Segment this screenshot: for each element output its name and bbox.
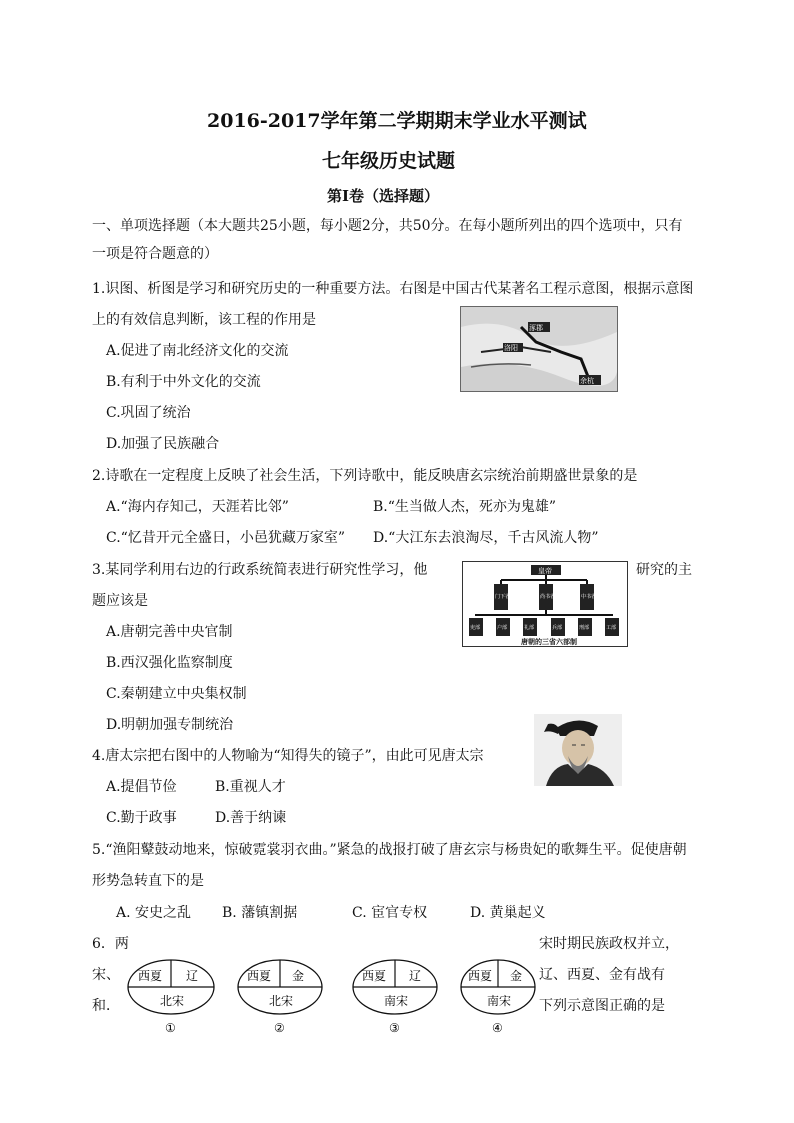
q3-option-d: D.明朝加强专制统治: [106, 717, 234, 733]
diagram-4-top-right: 金: [510, 969, 523, 983]
q6-right-line1: 宋时期民族政权并立，: [539, 936, 679, 952]
diagram-3-top-left: 西夏: [362, 969, 387, 983]
diagram-1: [128, 960, 214, 1035]
q3-option-c: C.秦朝建立中央集权制: [106, 686, 247, 702]
page-subtitle: 七年级历史试题: [322, 150, 456, 172]
q5-stem-line2: 形势急转直下的是: [92, 873, 204, 889]
diagram-2-top-right: 金: [292, 969, 305, 983]
chart-mid-label-1: 门下省: [495, 594, 511, 600]
q3-option-b: B.西汉强化监察制度: [106, 655, 233, 671]
q4-option-d: D.善于纳谏: [215, 810, 287, 826]
org-chart-graphic: [463, 562, 627, 646]
chart-bottom-label-2: 户部: [497, 625, 508, 631]
q5-option-c: C. 宦官专权: [352, 905, 428, 921]
q6-left-line1: 6．两: [92, 936, 129, 952]
chart-caption: 唐朝的三省六部制: [521, 638, 577, 646]
chart-bottom-label-6: 工部: [606, 625, 617, 631]
section-intro-line2: 一项是符合题意的）: [92, 246, 218, 262]
q4-stem: 4.唐太宗把右图中的人物喻为“知得失的镜子”，由此可见唐太宗: [92, 748, 484, 764]
diagram-2-number: ②: [274, 1021, 285, 1035]
diagram-4-top-left: 西夏: [468, 969, 493, 983]
q2-option-d: D.“大江东去浪淘尽，千古风流人物”: [373, 530, 599, 546]
chart-top-label: 皇帝: [538, 567, 552, 575]
chart-mid-label-2: 尚书省: [540, 594, 556, 600]
three-departments-chart: [462, 561, 628, 647]
q6-left-line2: 宋、: [92, 967, 120, 983]
q5-option-b: B. 藩镇割据: [222, 905, 298, 921]
map-label-luoyang: 洛阳: [504, 344, 518, 352]
diagram-4: [461, 960, 535, 1035]
diagram-1-top-right: 辽: [186, 969, 199, 983]
q4-option-b: B.重视人才: [215, 779, 286, 795]
chart-bottom-label-4: 兵部: [552, 625, 563, 631]
portrait-graphic: [534, 714, 622, 786]
q1-option-a: A.促进了南北经济文化的交流: [106, 343, 289, 359]
q6-left-line3: 和．: [92, 998, 120, 1014]
q4-option-a: A.提倡节俭: [106, 779, 177, 795]
diagram-2-top-left: 西夏: [247, 969, 272, 983]
q2-option-a: A.“海内存知己，天涯若比邻”: [106, 499, 289, 515]
q3-stem-line1a: 3.某同学利用右边的行政系统简表进行研究性学习，他: [92, 562, 428, 578]
q2-stem: 2.诗歌在一定程度上反映了社会生活，下列诗歌中，能反映唐玄宗统治前期盛世景象的是: [92, 468, 638, 484]
q2-option-c: C.“忆昔开元全盛日，小邑犹藏万家室”: [106, 530, 345, 546]
chart-bottom-label-3: 礼部: [524, 625, 535, 631]
diagram-3-bottom: 南宋: [384, 994, 409, 1008]
canal-map-image: [460, 306, 618, 392]
q1-option-b: B.有利于中外文化的交流: [106, 374, 261, 390]
diagram-3: [353, 960, 437, 1035]
q6-right-line3: 下列示意图正确的是: [539, 998, 665, 1014]
diagram-3-top-right: 辽: [409, 969, 422, 983]
diagram-2: [238, 960, 322, 1035]
q1-stem-line2: 上的有效信息判断，该工程的作用是: [92, 312, 316, 328]
chart-bottom-label-1: 吏部: [470, 625, 481, 631]
q3-stem-line2: 题应该是: [92, 593, 148, 609]
diagram-1-number: ①: [165, 1021, 176, 1035]
q5-option-a: A. 安史之乱: [116, 905, 192, 921]
canal-map-graphic: [461, 307, 617, 391]
q1-option-c: C.巩固了统治: [106, 405, 191, 421]
diagram-1-top-left: 西夏: [138, 969, 163, 983]
map-label-zhuojun: 涿郡: [529, 324, 543, 332]
page-title: 2016-2017学年第二学期期末学业水平测试: [207, 110, 587, 132]
q1-option-d: D.加强了民族融合: [106, 436, 220, 452]
diagram-4-bottom: 南宋: [487, 994, 512, 1008]
chart-mid-label-3: 中书省: [581, 594, 597, 600]
q1-stem-line1: 1.识图、析图是学习和研究历史的一种重要方法。右图是中国古代某著名工程示意图，根据示意图: [92, 281, 694, 297]
q3-option-a: A.唐朝完善中央官制: [106, 624, 233, 640]
q4-option-c: C.勤于政事: [106, 810, 177, 826]
q2-option-b: B.“生当做人杰，死亦为鬼雄”: [373, 499, 557, 515]
volume-heading: 第Ⅰ卷（选择题）: [327, 187, 440, 205]
wei-zheng-portrait: [534, 714, 622, 786]
q5-option-d: D. 黄巢起义: [470, 905, 546, 921]
map-label-yuhang: 余杭: [580, 377, 594, 385]
diagram-2-bottom: 北宋: [269, 994, 294, 1008]
chart-bottom-label-5: 刑部: [579, 625, 590, 631]
q6-right-line2: 辽、西夏、金有战有: [539, 967, 665, 983]
diagram-4-number: ④: [492, 1021, 503, 1035]
diagram-3-number: ③: [389, 1021, 400, 1035]
q3-stem-line1b: 研究的主: [636, 562, 692, 578]
section-intro-line1: 一、单项选择题（本大题共25小题，每小题2分，共50分。在每小题所列出的四个选项中，只有: [92, 218, 683, 234]
q6-diagrams: [126, 954, 536, 1038]
q5-stem-line1: 5.“渔阳鼙鼓动地来，惊破霓裳羽衣曲。”紧急的战报打破了唐玄宗与杨贵妃的歌舞生平。促使唐朝: [92, 842, 687, 858]
diagram-1-bottom: 北宋: [160, 994, 185, 1008]
